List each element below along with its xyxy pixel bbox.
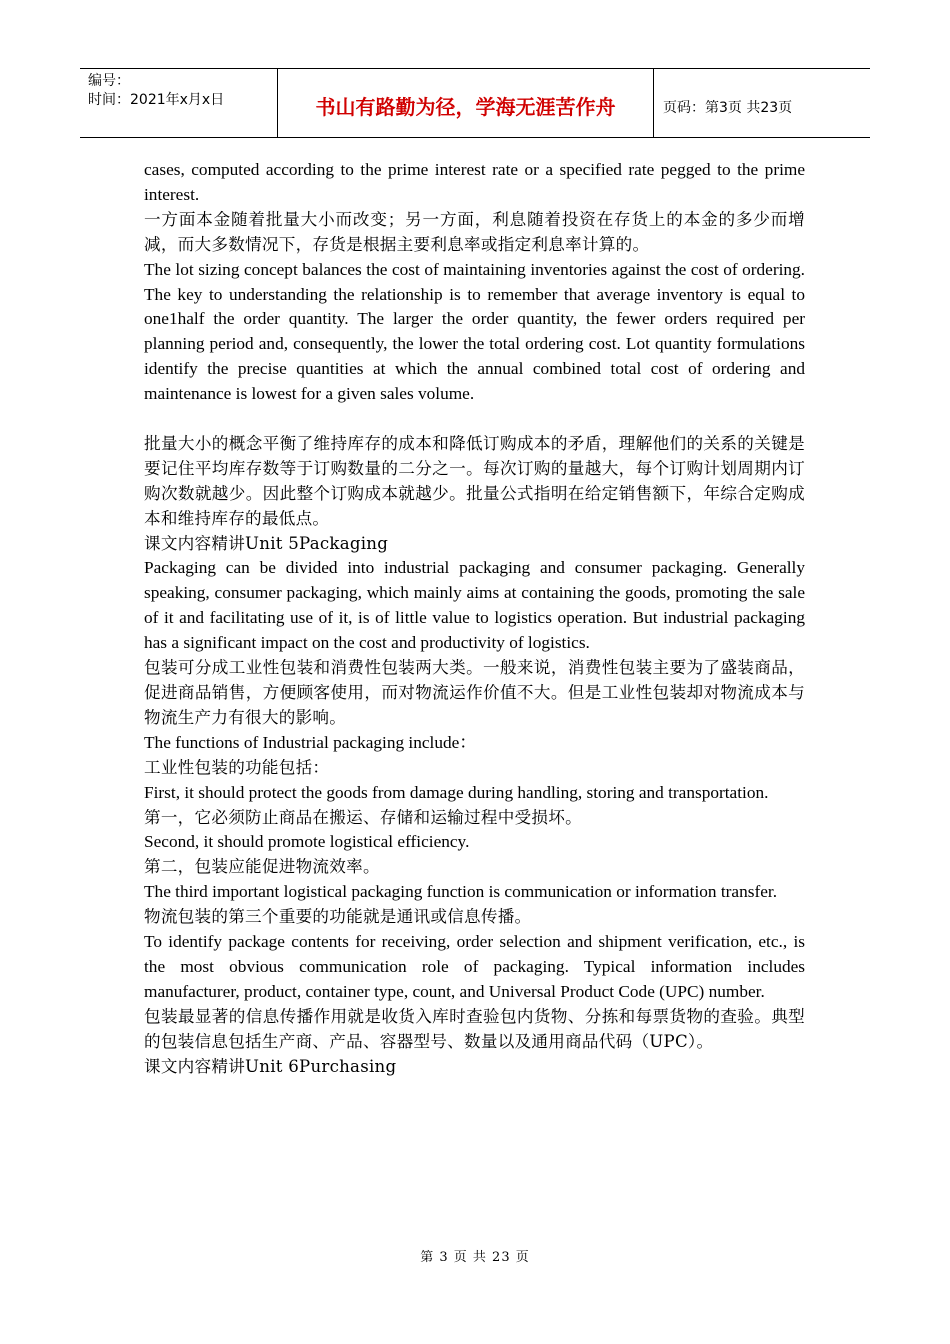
document-body	[144, 158, 805, 1080]
paragraph: 第一，它必须防止商品在搬运、存储和运输过程中受损坏。	[144, 807, 582, 827]
paragraph: The third important logistical packaging function is communication or information transfer.	[144, 882, 778, 902]
paragraph: 一方面本金随着批量大小而改变；另一方面，利息随着投资在存货上的本金的多少而增减，而大多数情况下，存货是根据主要利息率或指定利息率计算的。	[144, 209, 805, 254]
page-footer: 第 3 页 共 23 页	[420, 1250, 530, 1265]
page-header	[80, 68, 870, 138]
paragraph: 物流包装的第三个重要的功能就是通讯或信息传播。	[144, 907, 532, 927]
header-page-info: 页码：第3页 共23页	[663, 100, 793, 116]
paragraph: 课文内容精讲Unit 6Purchasing	[144, 1056, 397, 1076]
paragraph: 第二，包装应能促进物流效率。	[144, 857, 380, 877]
paragraph: 课文内容精讲Unit 5Packaging	[144, 533, 389, 553]
paragraph: 包装可分成工业性包装和消费性包装两大类。一般来说，消费性包装主要为了盛装商品，促进商品销售，方便顾客使用，而对物流运作价值不大。但是工业性包装却对物流成本与物流生产力有很大的影响。	[144, 658, 805, 727]
paragraph: Second, it should promote logistical efficiency.	[144, 832, 470, 852]
document-number-label: 编号：	[88, 73, 130, 89]
paragraph: Packaging can be divided into industrial packaging and consumer packaging. Generally speaking, consumer packaging, which mainly aims at containing the goods, promoting the sale of it and facilitating use of it, is of little value to logistics operation. But industrial packaging has a significant impact on the cost and productivity of logistics.	[144, 558, 805, 653]
paragraph: The functions of Industrial packaging include：	[144, 732, 477, 752]
paragraph: To identify package contents for receiving, order selection and shipment verification, etc., is the most obvious communication role of packaging. Typical information includes manufacturer, product, container type, count, and Universal Product Code (UPC) number.	[144, 932, 805, 1001]
paragraph: The lot sizing concept balances the cost of maintaining inventories against the cost of ordering. The key to understanding the relationship is to remember that average inventory is equal to one1half the order quantity. The larger the order quantity, the fewer orders required per planning period and, consequently, the lower the total ordering cost. Lot quantity formulations identify the precise quantities at which the annual combined total cost of ordering and maintenance is lowest for a given sales volume.	[144, 259, 805, 404]
paragraph-spacer	[144, 407, 805, 432]
header-motto: 书山有路勤为径，学海无涯苦作舟	[277, 69, 654, 137]
header-meta	[80, 69, 277, 137]
paragraph: 工业性包装的功能包括：	[144, 757, 330, 777]
paragraph: 批量大小的概念平衡了维持库存的成本和降低订购成本的矛盾，理解他们的关系的关键是要记住平均库存数等于订购数量的二分之一。每次订购的量越大，每个订购计划周期内订购次数就越少。因此整个订购成本就越少。批量公式指明在给定销售额下，年综合定购成本和维持库存的最低点。	[144, 433, 805, 528]
paragraph: First, it should protect the goods from damage during handling, storing and transportation.	[144, 782, 769, 802]
paragraph: 包装最显著的信息传播作用就是收货入库时查验包内货物、分拣和每票货物的查验。典型的包装信息包括生产商、产品、容器型号、数量以及通用商品代码（UPC）。	[144, 1006, 805, 1051]
document-time-label: 时间：2021年x月x日	[88, 92, 225, 108]
paragraph: cases, computed according to the prime interest rate or a specified rate pegged to the prime interest.	[144, 160, 805, 204]
